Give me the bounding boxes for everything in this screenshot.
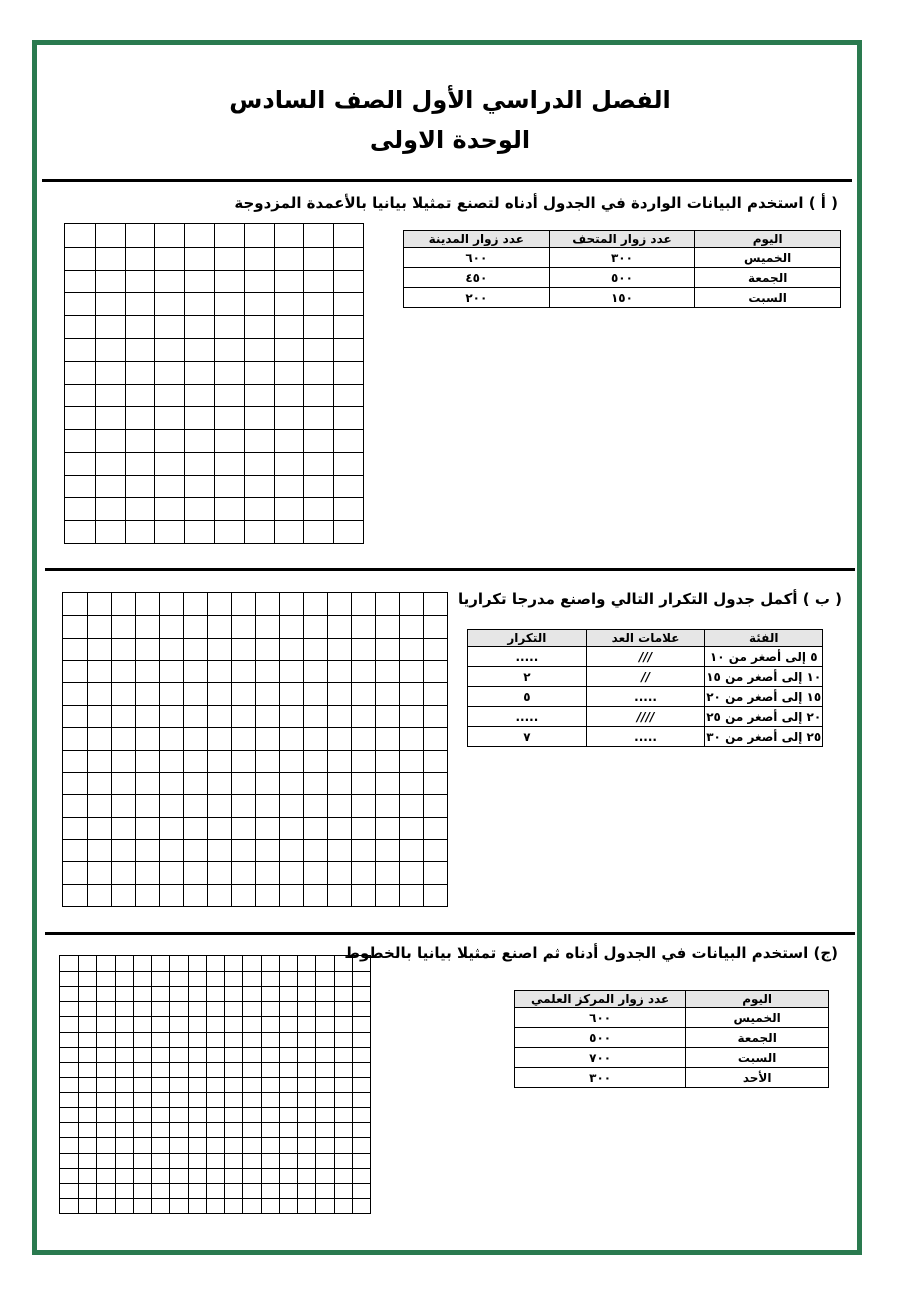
table-b-cell: ٥ إلى أصغر من ١٠ <box>705 647 823 667</box>
divider-top <box>42 179 852 182</box>
table-a-header-day: اليوم <box>695 231 841 248</box>
table-b-cell: // <box>586 667 705 687</box>
table-c-cell: ٥٠٠ <box>515 1028 686 1048</box>
table-b-cell: ١٠ إلى أصغر من ١٥ <box>705 667 823 687</box>
unit-title: الوحدة الاولى <box>369 126 531 154</box>
table-b-header-tally: علامات العد <box>586 630 705 647</box>
table-b-cell: ١٥ إلى أصغر من ٢٠ <box>705 687 823 707</box>
table-a-cell: ١٥٠ <box>549 288 695 308</box>
table-a-header-museum: عدد زوار المتحف <box>549 231 695 248</box>
table-b-cell: /// <box>586 647 705 667</box>
table-b-cell: ٥ <box>468 687 587 707</box>
table-c-cell: ٣٠٠ <box>515 1068 686 1088</box>
table-c-cell: الخميس <box>686 1008 829 1028</box>
table-a-header-city: عدد زوار المدينة <box>404 231 550 248</box>
table-b-cell: ٢٥ إلى أصغر من ٣٠ <box>705 727 823 747</box>
table-c <box>514 990 829 1088</box>
question-b: ( ب ) أكمل جدول التكرار التالي واصنع مدرجا تكراريا <box>457 590 842 608</box>
table-row <box>468 667 823 687</box>
table-c-cell: الأحد <box>686 1068 829 1088</box>
table-b-header-frequency: التكرار <box>468 630 587 647</box>
table-b <box>467 629 823 747</box>
table-b-cell: ٢٠ إلى أصغر من ٢٥ <box>705 707 823 727</box>
table-row <box>515 1028 829 1048</box>
grid-lines <box>65 224 363 543</box>
table-c-cell: ٦٠٠ <box>515 1008 686 1028</box>
question-c: (ج) استخدم البيانات في الجدول أدناه ثم اصنع تمثيلا بيانيا بالخطوط <box>344 944 838 962</box>
table-a-cell: ٥٠٠ <box>549 268 695 288</box>
table-b-cell: ٢ <box>468 667 587 687</box>
table-c-cell: ٧٠٠ <box>515 1048 686 1068</box>
table-b-cell: ..... <box>586 727 705 747</box>
table-c-cell: السبت <box>686 1048 829 1068</box>
table-row <box>468 707 823 727</box>
table-b-cell: ..... <box>468 707 587 727</box>
table-row <box>468 687 823 707</box>
table-row <box>515 1068 829 1088</box>
grid-c[interactable] <box>59 955 371 1214</box>
table-a-cell: ٢٠٠ <box>404 288 550 308</box>
table-a-cell: ٣٠٠ <box>549 248 695 268</box>
table-a-cell: ٦٠٠ <box>404 248 550 268</box>
table-c-header-day: اليوم <box>686 991 829 1008</box>
grid-lines <box>60 956 370 1213</box>
table-a-cell: ٤٥٠ <box>404 268 550 288</box>
table-row <box>404 288 841 308</box>
table-a-cell: السبت <box>695 288 841 308</box>
table-a-cell: الجمعة <box>695 268 841 288</box>
divider-ab <box>45 568 855 571</box>
grid-lines <box>63 593 447 906</box>
table-row <box>468 727 823 747</box>
question-a: ( أ ) استخدم البيانات الواردة في الجدول أدناه لتصنع تمثيلا بيانيا بالأعمدة المزدوجة <box>234 194 838 212</box>
table-c-cell: الجمعة <box>686 1028 829 1048</box>
page-title: الفصل الدراسي الأول الصف السادس <box>229 86 671 114</box>
divider-bc <box>45 932 855 935</box>
table-b-header-class: الفئة <box>705 630 823 647</box>
grid-b[interactable] <box>62 592 448 907</box>
table-a <box>403 230 841 308</box>
table-row <box>515 1048 829 1068</box>
grid-a[interactable] <box>64 223 364 544</box>
table-b-cell: ٧ <box>468 727 587 747</box>
table-row <box>468 647 823 667</box>
table-c-header-visitors: عدد زوار المركز العلمي <box>515 991 686 1008</box>
table-b-cell: ..... <box>586 687 705 707</box>
table-a-cell: الخميس <box>695 248 841 268</box>
table-row <box>515 1008 829 1028</box>
table-b-cell: ..... <box>468 647 587 667</box>
table-row <box>404 248 841 268</box>
table-b-cell: //// <box>586 707 705 727</box>
table-row <box>404 268 841 288</box>
